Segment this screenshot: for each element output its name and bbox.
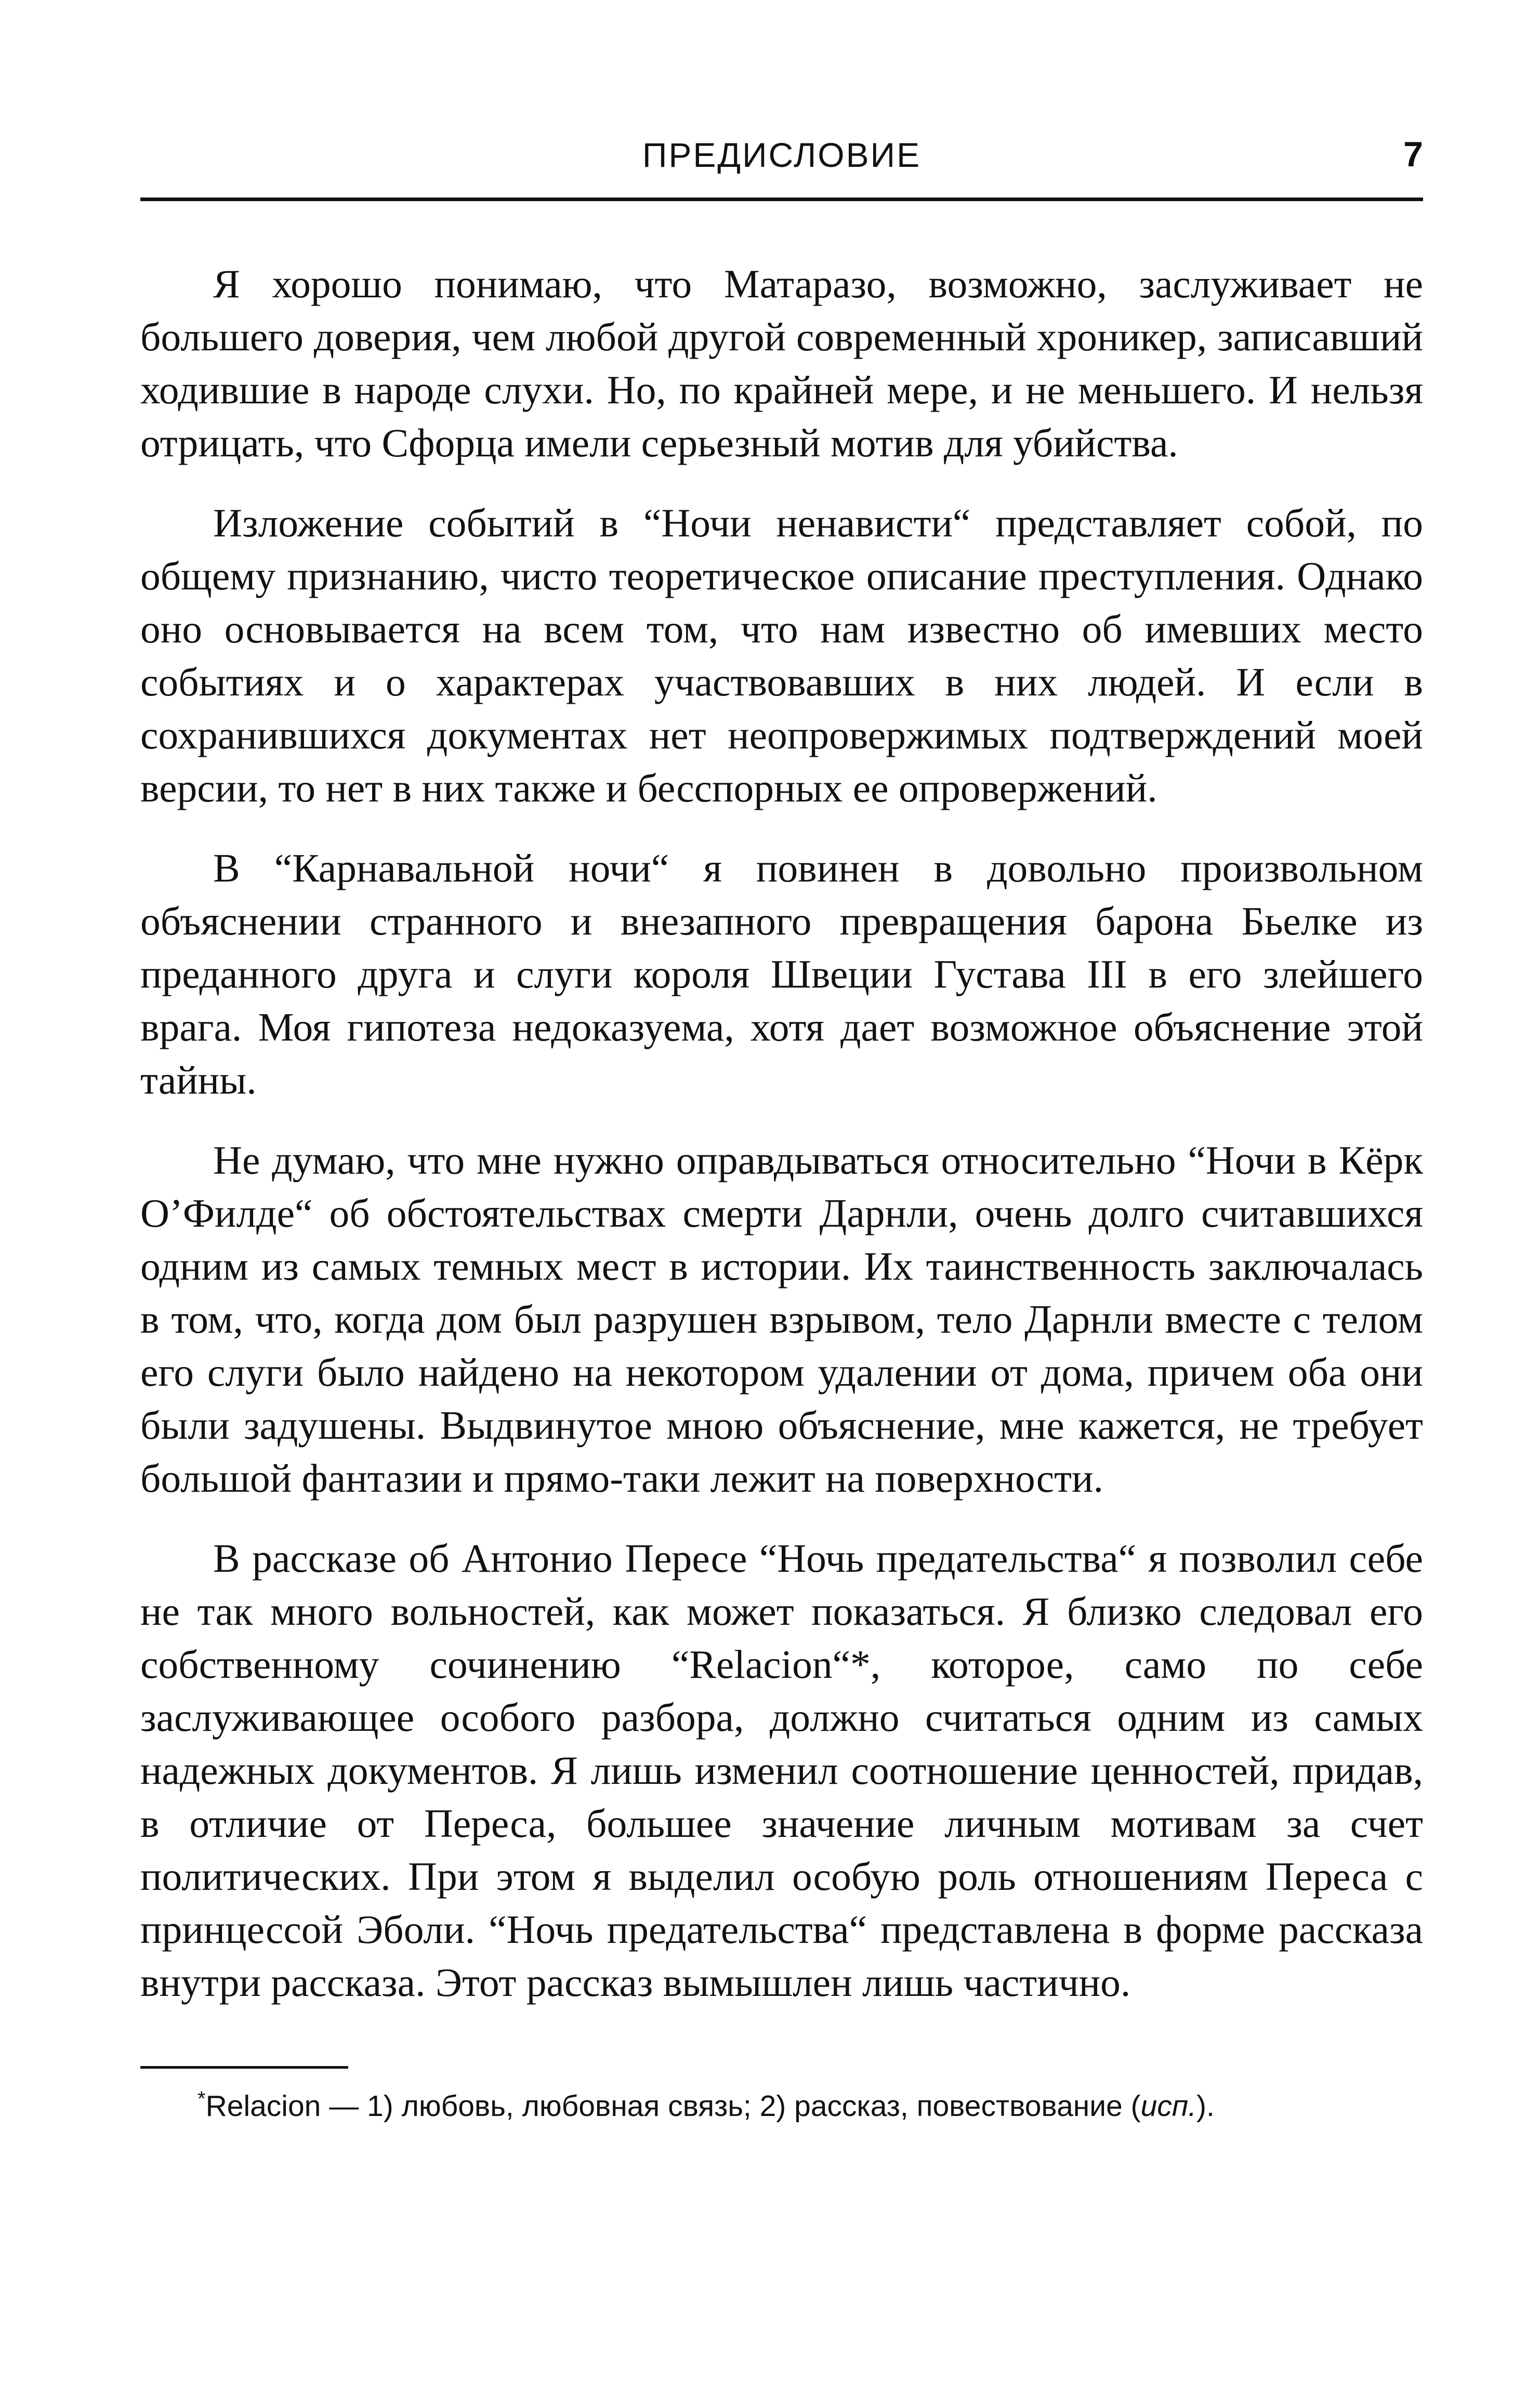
footnote-text: Relacion — 1) любовь, любовная связь; 2) рассказ, повествование ( xyxy=(205,2089,1141,2123)
paragraph-4: Не думаю, что мне нужно оправдываться относительно “Ночи в Кёрк О’Филде“ об обстоятельствах смерти Дарнли, очень долго считавшихся одним из самых темных мест в истории. Их таинственность заключалась в том, что, когда дом был разрушен взрывом, тело Дарнли вместе с телом его слуги было найдено на некотором удалении от дома, причем оба они были задушены. Выдвинутое мною объяснение, мне кажется, не требует большой фантазии и прямо-таки лежит на поверхности. xyxy=(140,1138,1423,1501)
page-number: 7 xyxy=(1403,135,1423,174)
running-title: ПРЕДИСЛОВИЕ xyxy=(642,136,922,174)
footnote-close: ). xyxy=(1196,2089,1215,2123)
footnote-abbreviation: исп. xyxy=(1140,2089,1197,2123)
footnote-marker: * xyxy=(198,2087,206,2110)
running-head xyxy=(140,120,1423,201)
footnote-rule xyxy=(140,2066,348,2069)
footnote xyxy=(140,2085,1423,2127)
paragraph-5: В рассказе об Антонио Пересе “Ночь предательства“ я позволил себе не так много вольностей, как может показаться. Я близко следовал его собственному сочинению “Relacion“*, которое, само по себе заслуживающее особого разбора, должно считаться одним из самых надежных документов. Я лишь изменил соотношение ценностей, придав, в отличие от Переса, большее значение личным мотивам за счет политических. При этом я выделил особую роль отношениям Переса с принцессой Эболи. “Ночь предательства“ представлена в форме рассказа внутри рассказа. Этот рассказ вымышлен лишь частично. xyxy=(140,1536,1423,2005)
paragraph-3: В “Карнавальной ночи“ я повинен в довольно произвольном объяснении странного и внезапного превращения барона Бьелке из преданного друга и слуги короля Швеции Густава III в его злейшего врага. Моя гипотеза недоказуема, хотя дает возможное объяснение этой тайны. xyxy=(140,846,1423,1102)
paragraph-2: Изложение событий в “Ночи ненависти“ представляет собой, по общему признанию, чисто теоретическое описание преступления. Однако оно основывается на всем том, что нам известно об имевших место событиях и о характерах участвовавших в них людей. И если в сохранившихся документах нет неопровержимых подтверждений моей версии, то нет в них также и бесспорных ее опровержений. xyxy=(140,501,1423,810)
paragraph-1: Я хорошо понимаю, что Матаразо, возможно, заслуживает не большего доверия, чем любой другой современный хроникер, записавший ходившие в народе слухи. Но, по крайней мере, и не меньшего. И нельзя отрицать, что Сфорца имели серьезный мотив для убийства. xyxy=(140,261,1423,465)
body-text xyxy=(140,257,1423,2009)
book-page xyxy=(140,120,1423,2127)
